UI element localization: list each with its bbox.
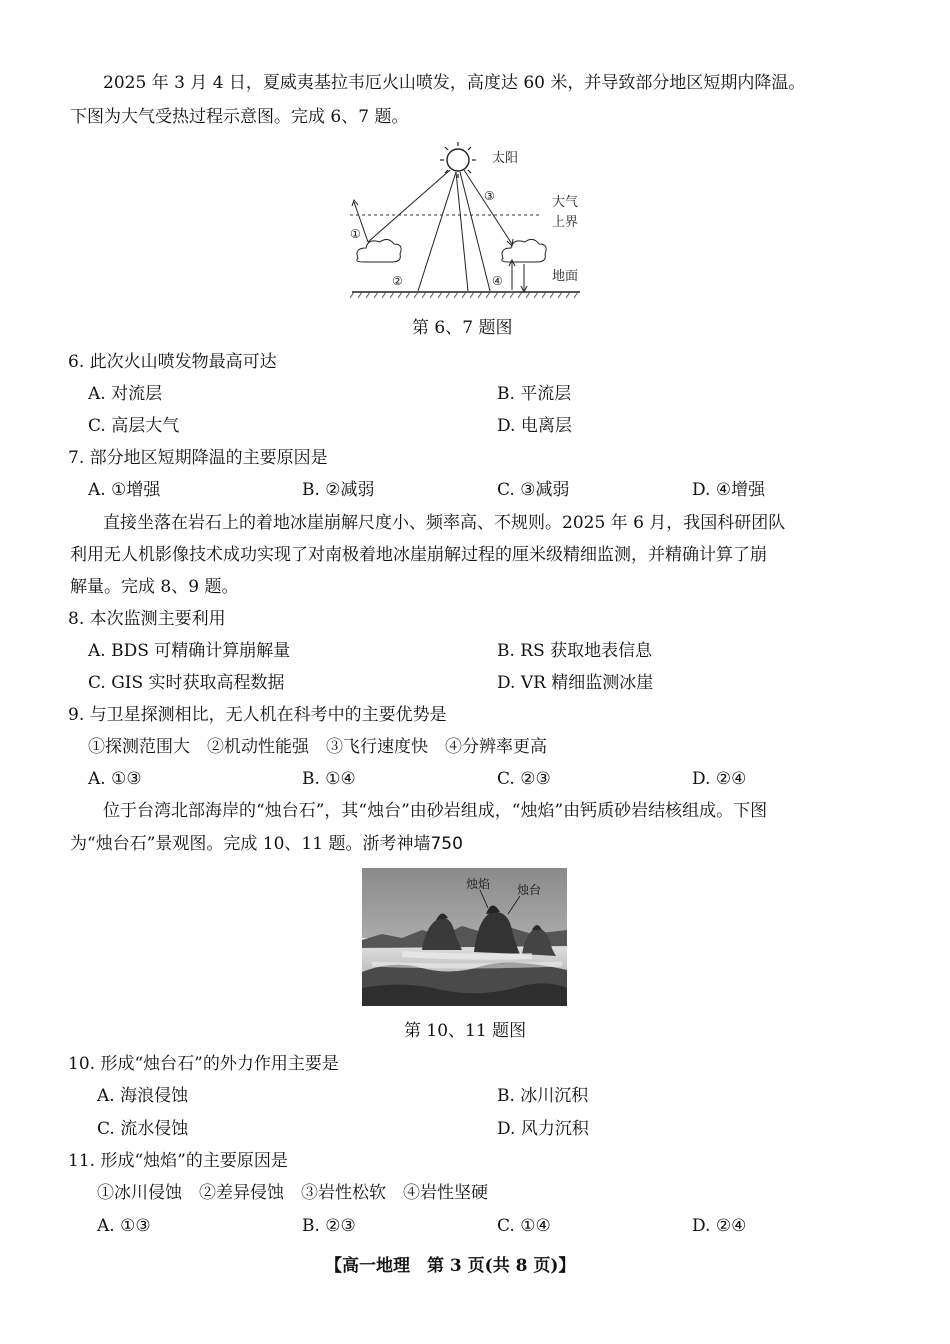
question-6-stem: 6. 此次火山喷发物最高可达 xyxy=(68,352,277,372)
watermark-text: 浙考神墙750 xyxy=(362,834,463,854)
question-8-option-d: D. VR 精细监测冰崖 xyxy=(497,673,654,693)
ground-hatching xyxy=(350,292,578,298)
marker-3: ③ xyxy=(484,189,495,203)
atmosphere-heating-diagram xyxy=(340,140,600,305)
question-9-items: ①探测范围大 ②机动性能强 ③飞行速度快 ④分辨率更高 xyxy=(88,737,547,757)
marker-2: ② xyxy=(392,274,403,288)
question-11-items: ①冰川侵蚀 ②差异侵蚀 ③岩性松软 ④岩性坚硬 xyxy=(97,1183,488,1203)
question-11-stem: 11. 形成“烛焰”的主要原因是 xyxy=(68,1151,288,1171)
intro-paragraph-1-line-2: 下图为大气受热过程示意图。完成 6、7 题。 xyxy=(70,107,409,127)
question-7-option-a: A. ①增强 xyxy=(88,480,161,500)
marker-1: ① xyxy=(350,227,361,241)
question-11-option-b: B. ②③ xyxy=(302,1216,356,1236)
figure-1-caption: 第 6、7 题图 xyxy=(412,318,513,338)
question-10-option-a: A. 海浪侵蚀 xyxy=(97,1086,189,1106)
sun-icon xyxy=(440,142,476,178)
ray-reflection-by-cloud xyxy=(352,170,450,242)
page-footer: 【高一地理 第 3 页(共 8 页)】 xyxy=(325,1256,576,1276)
question-10-option-b: B. 冰川沉积 xyxy=(497,1086,589,1106)
question-7-option-b: B. ②减弱 xyxy=(302,480,375,500)
cloud-left xyxy=(357,239,401,262)
question-6-option-c: C. 高层大气 xyxy=(88,416,180,436)
intro-paragraph-2-line-3: 解量。完成 8、9 题。 xyxy=(70,577,239,597)
question-6-option-b: B. 平流层 xyxy=(497,384,572,404)
ray-atmospheric-counter-radiation xyxy=(509,260,527,292)
marker-4: ④ xyxy=(492,274,503,288)
question-8-stem: 8. 本次监测主要利用 xyxy=(68,609,226,629)
question-9-stem: 9. 与卫星探测相比，无人机在科考中的主要优势是 xyxy=(68,705,447,725)
question-8-option-c: C. GIS 实时获取高程数据 xyxy=(88,673,285,693)
question-9-option-a: A. ①③ xyxy=(88,769,142,789)
intro-paragraph-3-text: 为“烛台石”景观图。完成 10、11 题。 xyxy=(70,834,363,854)
question-7-stem: 7. 部分地区短期降温的主要原因是 xyxy=(68,448,328,468)
figure-2-caption: 第 10、11 题图 xyxy=(404,1021,527,1041)
intro-paragraph-2-line-1: 直接坐落在岩石上的着地冰崖崩解尺度小、频率高、不规则。2025 年 6 月，我国科研团队 xyxy=(103,513,786,533)
question-9-option-d: D. ②④ xyxy=(692,769,747,789)
question-6-option-d: D. 电离层 xyxy=(497,416,572,436)
intro-paragraph-1-line-1: 2025 年 3 月 4 日，夏威夷基拉韦厄火山喷发，高度达 60 米，并导致部分地区短期内降温。 xyxy=(103,73,806,93)
question-8-option-a: A. BDS 可精确计算崩解量 xyxy=(88,641,291,661)
upper-boundary-label-2: 上界 xyxy=(552,215,579,230)
question-9-option-c: C. ②③ xyxy=(497,769,551,789)
question-7-option-d: D. ④增强 xyxy=(692,480,766,500)
ray-ground-reflection xyxy=(418,172,468,291)
question-6-option-a: A. 对流层 xyxy=(88,384,163,404)
question-8-option-b: B. RS 获取地表信息 xyxy=(497,641,653,661)
question-10-option-d: D. 风力沉积 xyxy=(497,1119,589,1139)
ground-label: 地面 xyxy=(552,269,579,284)
upper-boundary-label-1: 大气 xyxy=(552,195,579,210)
question-11-option-d: D. ②④ xyxy=(692,1216,747,1236)
candlestick-rock-photo xyxy=(362,868,567,1006)
base-label: 烛台 xyxy=(517,883,542,897)
intro-paragraph-3-line-1: 位于台湾北部海岸的“烛台石”，其“烛台”由砂岩组成，“烛焰”由钙质砂岩结核组成。下图 xyxy=(103,801,768,821)
question-11-option-c: C. ①④ xyxy=(497,1216,551,1236)
flame-label: 烛焰 xyxy=(466,877,491,891)
question-7-option-c: C. ③减弱 xyxy=(497,480,570,500)
intro-paragraph-2-line-2: 利用无人机影像技术成功实现了对南极着地冰崖崩解过程的厘米级精细监测，并精确计算了崩 xyxy=(70,545,767,565)
question-10-option-c: C. 流水侵蚀 xyxy=(97,1119,189,1139)
sun-label: 太阳 xyxy=(492,151,519,166)
intro-paragraph-3-line-2 xyxy=(70,832,463,856)
question-10-stem: 10. 形成“烛台石”的外力作用主要是 xyxy=(68,1054,339,1074)
question-11-option-a: A. ①③ xyxy=(97,1216,151,1236)
question-9-option-b: B. ①④ xyxy=(302,769,356,789)
